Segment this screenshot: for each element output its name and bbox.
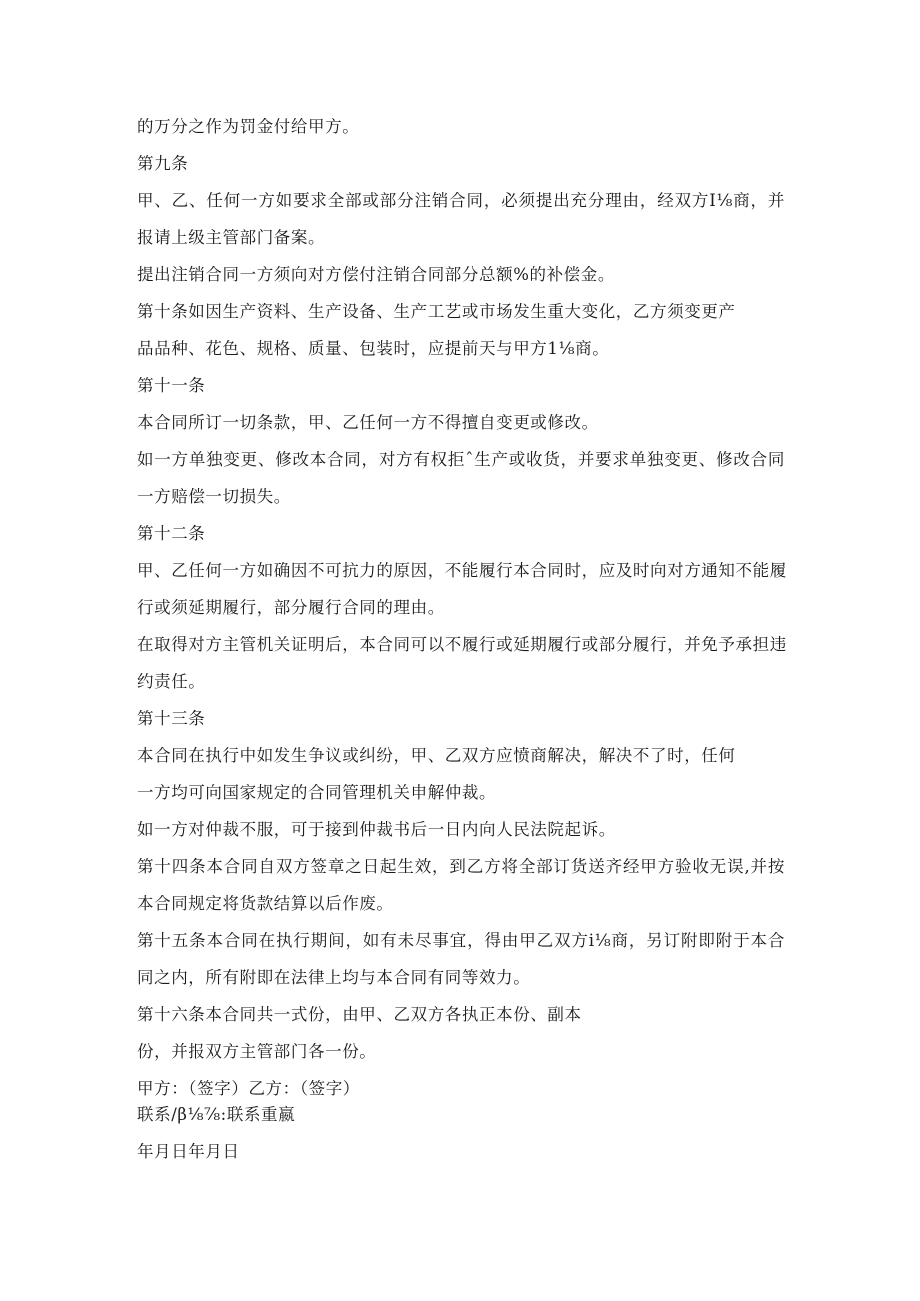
text-line: 第十条如因生产资料、生产设备、生产工艺或市场发生重大变化，乙方须变更产: [137, 302, 736, 321]
article-heading: 第九条: [137, 154, 189, 173]
article-heading: 第十三条: [137, 709, 206, 728]
text-line: 的万分之作为罚金付给甲方。: [137, 117, 360, 136]
text-line: 第十五条本合同在执行期间，如有未尽事宜，得由甲乙双方i⅛商，另订附即附于本合: [137, 931, 785, 950]
text-line: 报请上级主管部门备案。: [137, 228, 326, 247]
text-line: 如一方单独变更、修改本合同，对方有权拒ˆ生产或收货，并要求单独变更、修改合同: [137, 450, 785, 469]
text-line: 同之内，所有附即在法律上均与本合同有同等效力。: [137, 968, 531, 987]
text-line: 一方均可向国家规定的合同管理机关申解仲裁。: [137, 783, 497, 802]
article-heading: 第十一条: [137, 376, 206, 395]
text-line: 第十四条本合同自双方签章之日起生效，到乙方将全部订货送齐经甲方验收无误,并按: [137, 857, 785, 876]
text-line: 本合同在执行中如发生争议或纠纷，甲、乙双方应愤商解决，解决不了时，任何: [137, 746, 736, 765]
text-line: 约责任。: [137, 672, 206, 691]
text-line: 如一方对仲裁不服，可于接到仲裁书后一日内向人民法院起诉。: [137, 820, 616, 839]
article-heading: 第十二条: [137, 524, 206, 543]
text-line: 份，并报双方主管部门各一份。: [137, 1042, 377, 1061]
text-line: 甲、乙任何一方如确因不可抗力的原因，不能履行本合同时，应及时向对方通知不能履: [137, 561, 787, 580]
text-line: 本合同所订一切条款，甲、乙任何一方不得擅自变更或修改。: [137, 413, 599, 432]
text-line: 甲、乙、任何一方如要求全部或部分注销合同，必须提出充分理由，经双方I⅛商，并: [137, 191, 785, 210]
text-line: 一方赔偿一切损失。: [137, 487, 291, 506]
signature-line: 甲方：（签字）乙方：（签字）: [137, 1079, 360, 1098]
text-line: 本合同规定将货款结算以后作废。: [137, 894, 394, 913]
date-line: 年月日年月日: [137, 1142, 240, 1161]
text-line: 品品种、花色、规格、质量、包装时，应提前天与甲方1⅛商。: [137, 339, 610, 358]
text-line: 第十六条本合同共一式份，由甲、乙双方各执正本份、副本: [137, 1005, 582, 1024]
contact-line: 联系/β⅛⅞:联系重嬴: [137, 1105, 296, 1124]
text-line: 在取得对方主管机关证明后，本合同可以不履行或延期履行或部分履行，并免予承担违: [137, 635, 787, 654]
text-line: 提出注销合同一方须向对方偿付注销合同部分总额%的补偿金。: [137, 265, 615, 284]
text-line: 行或须延期履行，部分履行合同的理由。: [137, 598, 445, 617]
